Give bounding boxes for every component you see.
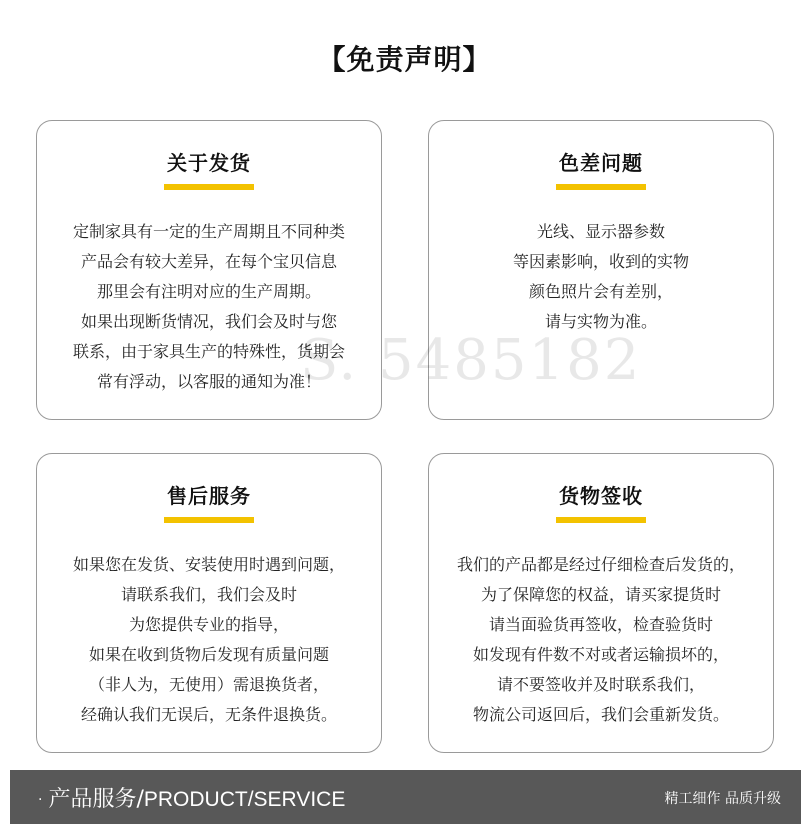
footer-cn-label: 产品服务/ [48,787,144,812]
card-line: 经确认我们无误后，无条件退换货。 [80,705,337,724]
card-line: 请不要签收并及时联系我们， [496,675,705,694]
card-line: 物流公司返回后，我们会重新发货。 [472,705,729,724]
card-line: 等因素影响，收到的实物 [512,252,689,271]
card-body [439,217,763,337]
card-accent-bar [556,184,646,190]
card-title: 色差问题 [559,151,643,175]
bullet-dot: · [38,792,43,808]
card-line: 颜色照片会有差别， [528,282,673,301]
card-line: 联系，由于家具生产的特殊性，货期会 [72,342,345,361]
card-line: 请联系我们，我们会及时 [120,585,297,604]
card-line: 常有浮动，以客服的通知为准！ [96,372,321,391]
card-line: 如果您在发货、安装使用时遇到问题， [72,555,345,574]
card-line: 光线、显示器参数 [536,222,665,241]
watermark: S. 5485182 [300,328,642,393]
card-title: 售后服务 [167,484,251,508]
card-line: 如果出现断货情况，我们会及时与您 [80,312,337,331]
card-title: 关于发货 [167,151,251,175]
footer-bar [10,770,801,824]
card-after-sales [36,453,382,753]
card-line: 我们的产品都是经过仔细检查后发货的， [456,555,745,574]
card-goods-receipt [428,453,774,753]
card-body [439,550,763,730]
page-title: 【免责声明】 [317,43,492,76]
card-line: 如发现有件数不对或者运输损坏的， [472,645,729,664]
card-line: 请当面验货再签收，检查验货时 [488,615,713,634]
card-line: （非人为，无使用）需退换货者， [88,675,329,694]
card-body [47,550,371,730]
footer-en-label: PRODUCT/SERVICE [143,788,346,811]
card-accent-bar [164,184,254,190]
card-line: 那里会有注明对应的生产周期。 [96,282,321,301]
card-accent-bar [556,517,646,523]
card-line: 如果在收到货物后发现有质量问题 [88,645,329,664]
card-line: 请与实物为准。 [544,312,657,331]
card-accent-bar [164,517,254,523]
card-line: 为您提供专业的指导， [128,615,289,634]
card-line: 产品会有较大差异，在每个宝贝信息 [80,252,337,271]
footer-slogan: 精工细作 品质升级 [664,791,781,807]
card-line: 为了保障您的权益，请买家提货时 [480,585,721,604]
footer-label [38,782,345,813]
card-title: 货物签收 [559,484,643,508]
card-line: 定制家具有一定的生产周期且不同种类 [72,222,345,241]
